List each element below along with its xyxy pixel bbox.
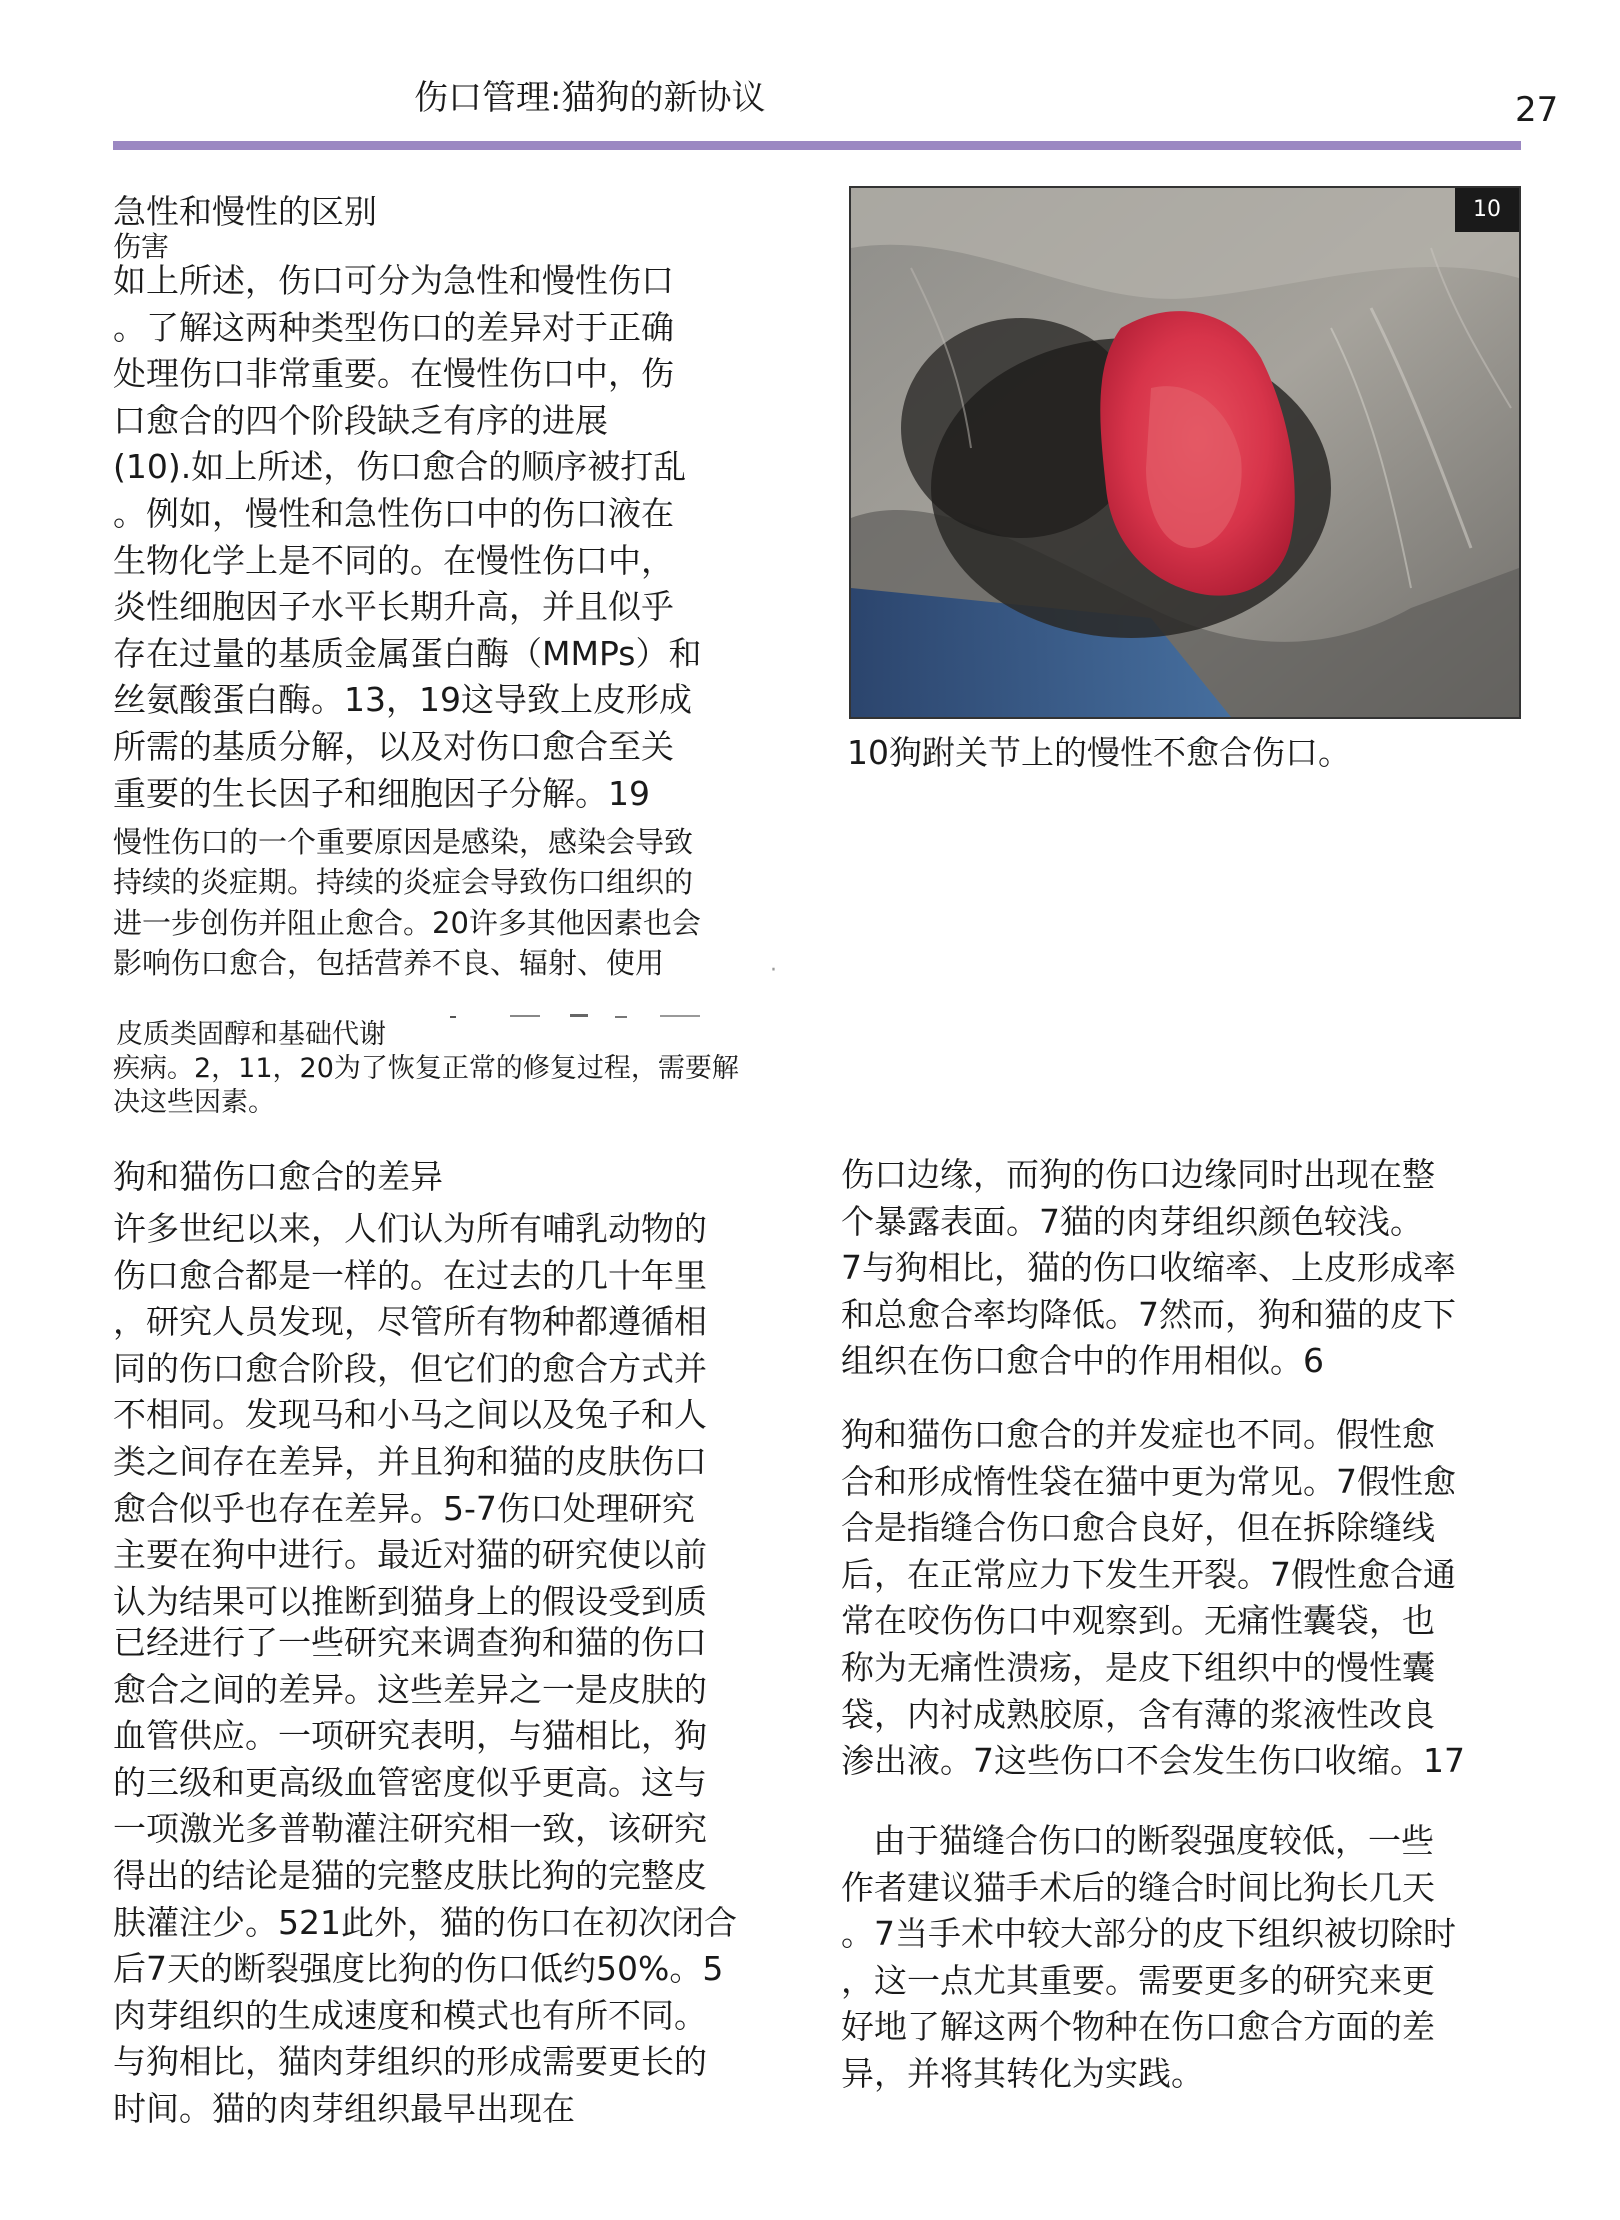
text-line: 作者建议猫手术后的缝合时间比狗长几天 — [841, 1867, 1435, 1907]
paragraph-disease — [113, 1052, 739, 1120]
text-line: 炎性细胞因子水平长期升高，并且似乎 — [113, 587, 674, 627]
text-line: 由于猫缝合伤口的断裂强度较低，一些 — [873, 1821, 1434, 1860]
text-line: 和总愈合率均降低。7然而，狗和猫的皮下 — [841, 1294, 1456, 1334]
figure-caption: 10狗跗关节上的慢性不愈合伤口。 — [847, 733, 1351, 772]
figure-wound-photo — [849, 186, 1521, 719]
text-line: 的三级和更高级血管密度似乎更高。这与 — [113, 1762, 707, 1802]
watermark — [0, 178, 26, 308]
text-line: 类之间存在差异，并且狗和猫的皮肤伤口 — [113, 1441, 707, 1481]
text-line: 合是指缝合伤口愈合良好，但在拆除缝线 — [841, 1508, 1435, 1548]
section-subheading: 伤害 — [113, 230, 170, 263]
text-line: 伤口边缘，而狗的伤口边缘同时出现在整 — [841, 1155, 1435, 1194]
text-line: 7与狗相比，猫的伤口收缩率、上皮形成率 — [841, 1248, 1456, 1288]
text-line: 肤灌注少。521此外，猫的伤口在初次闭合 — [113, 1902, 737, 1942]
text-line: ，这一点尤其重要。需要更多的研究来更 — [841, 1960, 1435, 2000]
text-line: 后7天的断裂强度比狗的伤口低约50%。5 — [113, 1949, 724, 1989]
text-line: 。7当手术中较大部分的皮下组织被切除时 — [841, 1914, 1456, 1954]
text-line: 已经进行了一些研究来调查狗和猫的伤口 — [113, 1623, 707, 1662]
text-line: 不相同。发现马和小马之间以及兔子和人 — [113, 1395, 707, 1435]
text-line: 进一步创伤并阻止愈合。20许多其他因素也会 — [113, 905, 701, 940]
header-rule — [113, 141, 1521, 150]
text-line: 重要的生长因子和细胞因子分解。19 — [113, 773, 650, 813]
text-line: 认为结果可以推断到猫身上的假设受到质 — [113, 1581, 707, 1621]
text-line: 愈合似乎也存在差异。5-7伤口处理研究 — [113, 1488, 695, 1528]
section-heading-dog-cat: 狗和猫伤口愈合的差异 — [113, 1157, 443, 1196]
text-line: 如上所述，伤口可分为急性和慢性伤口 — [113, 261, 674, 300]
text-line: 影响伤口愈合，包括营养不良、辐射、使用 — [113, 945, 665, 980]
text-line: 后，在正常应力下发生开裂。7假性愈合通 — [841, 1554, 1456, 1594]
figure-number-badge: 10 — [1455, 188, 1519, 232]
page-number: 27 — [1515, 90, 1559, 130]
text-line-corticosteroids: 皮质类固醇和基础代谢 — [116, 1019, 386, 1050]
text-line: (10).如上所述，伤口愈合的顺序被打乱 — [113, 447, 687, 487]
scan-artifact — [450, 1010, 740, 1024]
text-line: 生物化学上是不同的。在慢性伤口中， — [113, 540, 674, 580]
text-line: 称为无痛性溃疡，是皮下组织中的慢性囊 — [841, 1647, 1435, 1687]
text-line: 渗出液。7这些伤口不会发生伤口收缩。17 — [841, 1741, 1465, 1781]
text-line: 疾病。2，11，20为了恢复正常的修复过程，需要解 — [113, 1053, 739, 1084]
text-line: 好地了解这两个物种在伤口愈合方面的差 — [841, 2007, 1435, 2047]
text-line: 合和形成惰性袋在猫中更为常见。7假性愈 — [841, 1461, 1456, 1501]
text-line: 所需的基质分解，以及对伤口愈合至关 — [113, 726, 674, 766]
paragraph-complications — [841, 1412, 1465, 1785]
text-line: 愈合之间的差异。这些差异之一是皮肤的 — [113, 1669, 707, 1709]
text-line: 决这些因素。 — [113, 1087, 275, 1118]
paragraph-differences — [113, 1206, 707, 1625]
text-line: 肉芽组织的生成速度和模式也有所不同。 — [113, 1995, 707, 2035]
text-line: 时间。猫的肉芽组织最早出现在 — [113, 2088, 575, 2128]
text-line: 袋，内衬成熟胶原，含有薄的浆液性改良 — [841, 1694, 1435, 1734]
text-line: 组织在伤口愈合中的作用相似。6 — [841, 1341, 1324, 1381]
section-heading-acute-chronic: 急性和慢性的区别 — [113, 192, 377, 231]
paragraph-granulation — [841, 1152, 1456, 1385]
text-line: 异，并将其转化为实践。 — [841, 2053, 1204, 2093]
text-line: 处理伤口非常重要。在慢性伤口中，伤 — [113, 354, 674, 394]
text-line: 个暴露表面。7猫的肉芽组织颜色较浅。 — [841, 1201, 1423, 1241]
text-line: 血管供应。一项研究表明，与猫相比，狗 — [113, 1716, 707, 1756]
text-line: 持续的炎症期。持续的炎症会导致伤口组织的 — [113, 865, 694, 900]
text-line: 许多世纪以来，人们认为所有哺乳动物的 — [113, 1209, 707, 1248]
text-line: 存在过量的基质金属蛋白酶（MMPs）和 — [113, 633, 702, 673]
text-line: 慢性伤口的一个重要原因是感染，感染会导致 — [113, 825, 694, 859]
running-head: 伤口管理:猫狗的新协议 — [414, 78, 766, 118]
paragraph-vascular — [113, 1620, 737, 2133]
text-line: 得出的结论是猫的完整皮肤比狗的完整皮 — [113, 1855, 707, 1895]
text-line: 一项激光多普勒灌注研究相一致，该研究 — [113, 1809, 707, 1849]
paragraph-suture-time-cont — [841, 1865, 1456, 2098]
text-line: 。了解这两种类型伤口的差异对于正确 — [113, 307, 674, 347]
text-line: ，研究人员发现，尽管所有物种都遵循相 — [113, 1302, 707, 1342]
text-line: 主要在狗中进行。最近对猫的研究使以前 — [113, 1535, 707, 1575]
text-line: 常在咬伤伤口中观察到。无痛性囊袋，也 — [841, 1601, 1435, 1641]
text-line: 同的伤口愈合阶段，但它们的愈合方式并 — [113, 1348, 707, 1388]
text-line: 狗和猫伤口愈合的并发症也不同。假性愈 — [841, 1415, 1435, 1454]
text-line: 。例如，慢性和急性伤口中的伤口液在 — [113, 493, 674, 533]
paragraph-infection — [113, 822, 701, 983]
text-line: 口愈合的四个阶段缺乏有序的进展 — [113, 400, 608, 440]
text-line: 丝氨酸蛋白酶。13，19这导致上皮形成 — [113, 680, 692, 720]
text-line: 伤口愈合都是一样的。在过去的几十年里 — [113, 1255, 707, 1295]
wound-photo-illustration — [851, 188, 1519, 717]
paragraph-acute-chronic — [113, 258, 701, 817]
paragraph-suture-time — [873, 1818, 1434, 1865]
scan-artifact: · — [770, 958, 777, 983]
text-line: 与狗相比，猫肉芽组织的形成需要更长的 — [113, 2042, 707, 2082]
